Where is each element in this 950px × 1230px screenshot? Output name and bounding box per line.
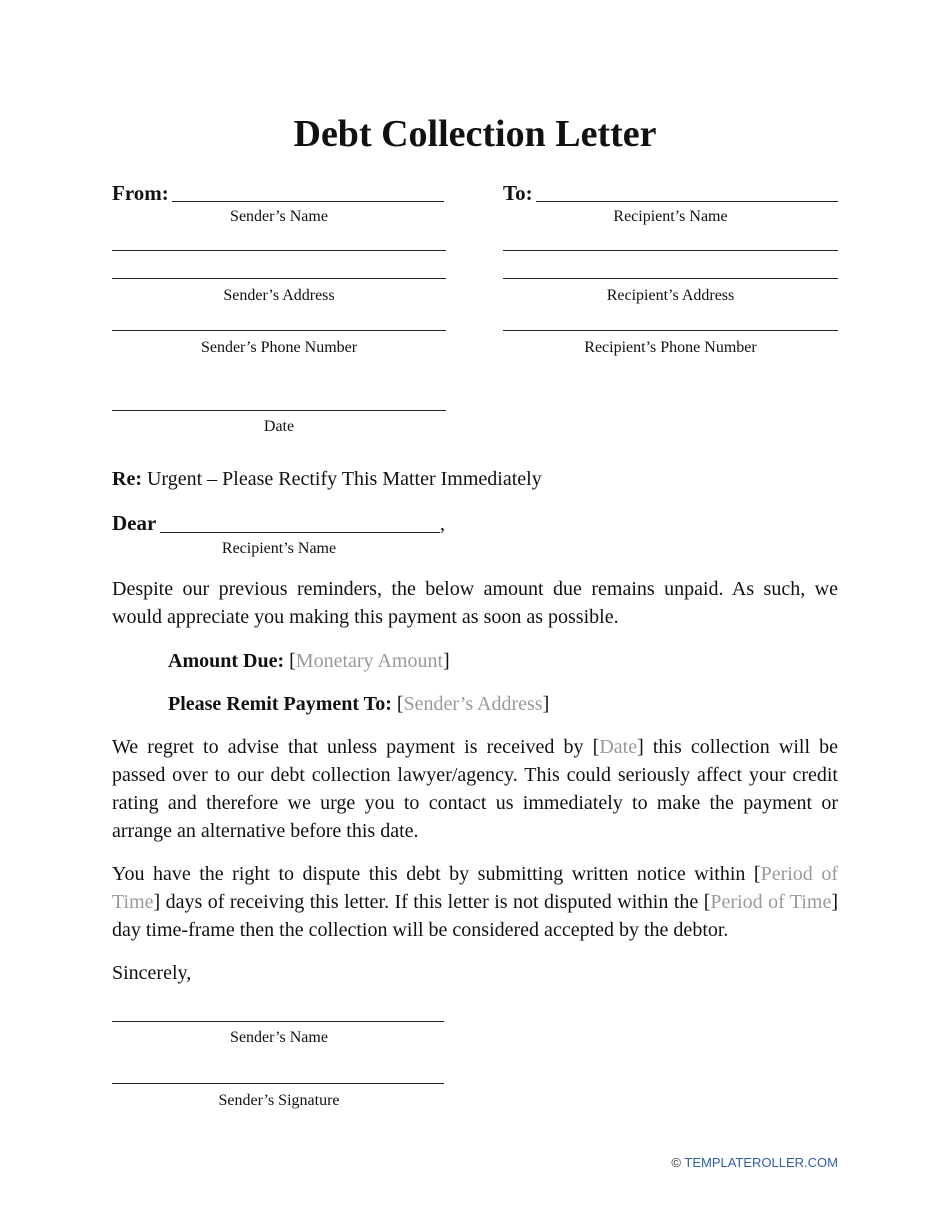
subject-line: [112, 465, 542, 493]
amount-due-label: Amount Due:: [168, 650, 285, 672]
amount-due-placeholder[interactable]: Monetary Amount: [295, 650, 444, 672]
sender-address-line-2[interactable]: [112, 278, 446, 279]
recipient-name-caption: Recipient’s Name: [613, 208, 728, 225]
paragraph-dispute-part2: days of receiving this letter. If this letter is not disputed within the: [160, 891, 704, 913]
recipient-address-line-2[interactable]: [503, 278, 838, 279]
salutation-comma: ,: [440, 513, 445, 535]
date-line[interactable]: [112, 410, 446, 411]
sender-address-caption: Sender’s Address: [223, 287, 335, 304]
sender-address-line-1[interactable]: [112, 250, 446, 251]
sender-name-caption: Sender’s Name: [230, 208, 328, 225]
signature-caption: Sender’s Signature: [218, 1092, 340, 1109]
paragraph-dispute-part3: day time-frame then the collection will be considered accepted by the debtor.: [112, 919, 729, 941]
remit-row: Please Remit Payment To: [Sender’s Address]: [168, 693, 550, 715]
copyright-icon: ©: [671, 1155, 681, 1170]
remit-label: Please Remit Payment To:: [168, 693, 392, 715]
paragraph-dispute-part1: You have the right to dispute this debt by submitting written notice within: [112, 863, 754, 885]
re-text: Urgent – Please Rectify This Matter Immediately: [146, 468, 542, 490]
recipient-phone-line[interactable]: [503, 330, 838, 331]
paragraph-warning-part1: We regret to advise that unless payment is received by: [112, 736, 593, 758]
recipient-phone-caption: Recipient’s Phone Number: [584, 339, 757, 356]
remit-placeholder[interactable]: Sender’s Address: [403, 693, 543, 715]
sender-phone-caption: Sender’s Phone Number: [200, 339, 358, 356]
paragraph-dispute: You have the right to dispute this debt by submitting written notice within [Period of Time] days of receiving this letter. If this letter is not disputed within the [Period of Time] day time-frame then the collection will be considered accepted by the debtor.: [112, 863, 838, 941]
paragraph-warning-part2: this collection will be passed over to our debt collection lawyer/agency. This could seriously affect your credit rating and therefore we urge you to contact us immediately to make the payment or arrange an alternative before this date.: [112, 736, 839, 842]
salutation-name-line[interactable]: [160, 532, 440, 533]
document-title: Debt Collection Letter: [293, 113, 657, 155]
dear-label: Dear: [112, 511, 157, 535]
paragraph-intro: Despite our previous reminders, the below amount due remains unpaid. As such, we would appreciate you making this payment as soon as possible.: [112, 578, 838, 628]
period-placeholder-1[interactable]: Period of Time: [112, 863, 838, 913]
sender-name-line[interactable]: [172, 201, 444, 202]
date-caption: Date: [263, 418, 295, 435]
salutation-caption: Recipient’s Name: [221, 540, 337, 557]
paragraph-warning: We regret to advise that unless payment is received by [Date] this collection will be passed over to our debt collection lawyer/agency. This could seriously affect your credit rating and therefore we urge you to contact us immediately to make the payment or arrange an alternative before this date.: [112, 736, 839, 842]
from-label: From:: [112, 181, 169, 205]
recipient-name-line[interactable]: [536, 201, 838, 202]
sender-phone-line[interactable]: [112, 330, 446, 331]
signature-name-caption: Sender’s Name: [230, 1029, 328, 1046]
signature-line[interactable]: [112, 1083, 444, 1084]
closing: Sincerely,: [112, 962, 192, 984]
period-placeholder-2[interactable]: Period of Time: [710, 891, 832, 913]
recipient-address-caption: Recipient’s Address: [606, 287, 735, 304]
date-placeholder[interactable]: Date: [599, 736, 638, 758]
signature-name-line[interactable]: [112, 1021, 444, 1022]
to-label: To:: [503, 181, 533, 205]
footer-brand-link[interactable]: TEMPLATEROLLER.COM: [684, 1155, 838, 1170]
recipient-address-line-1[interactable]: [503, 250, 838, 251]
re-label: Re:: [112, 468, 142, 490]
amount-due-row: Amount Due: [Monetary Amount]: [168, 650, 450, 672]
footer-credit[interactable]: [671, 1154, 838, 1172]
